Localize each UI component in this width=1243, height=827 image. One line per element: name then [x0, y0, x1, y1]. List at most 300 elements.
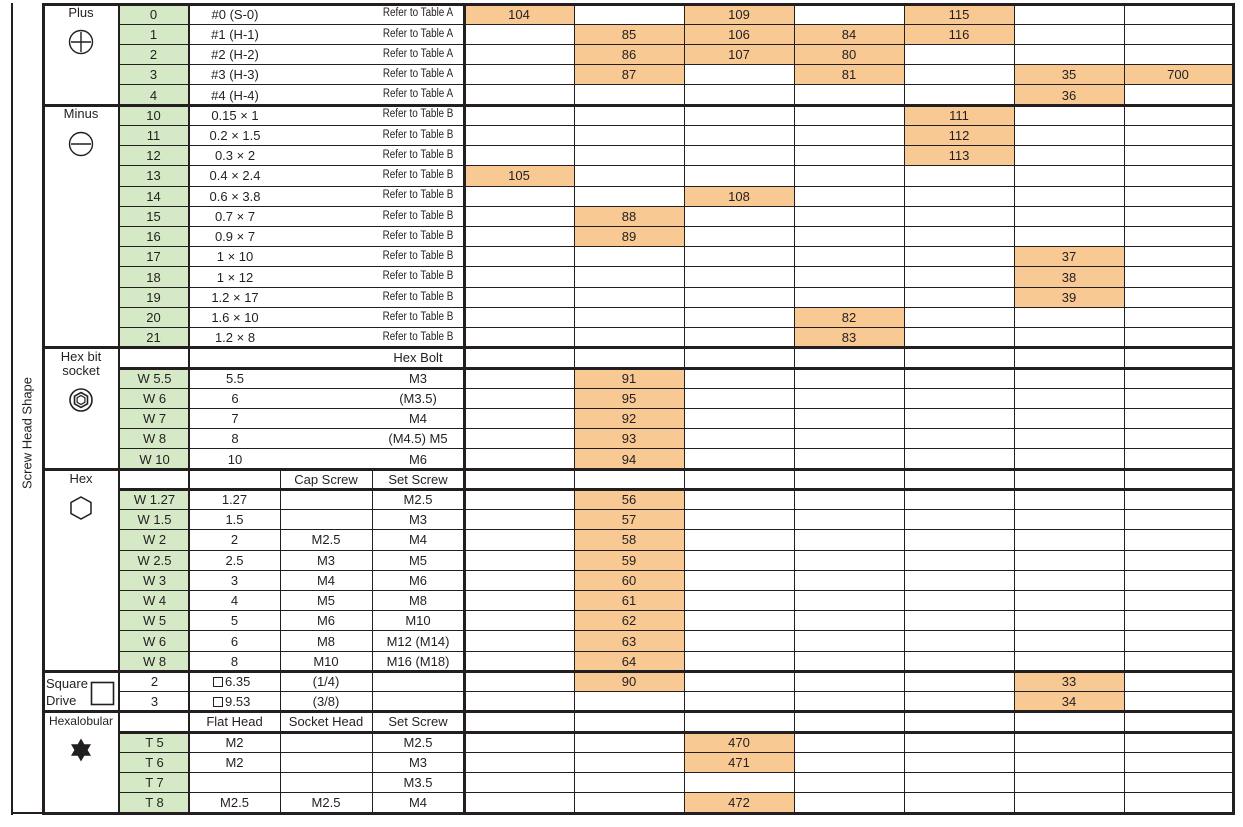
value-cell	[1014, 125, 1124, 145]
row-size: 0.4 × 2.4	[209, 168, 261, 184]
value-cell	[684, 267, 794, 287]
row-code: W 2	[120, 530, 189, 550]
value-cell	[1014, 368, 1124, 388]
value-cell	[464, 591, 574, 611]
row-code: 12	[118, 146, 189, 166]
value-cell	[1124, 247, 1232, 267]
row-size: Flat Head	[206, 714, 263, 730]
value-cell: 84	[794, 24, 904, 44]
value-cell: 62	[574, 611, 684, 631]
value-cell	[684, 226, 794, 246]
row-set-screw: M3	[408, 754, 428, 770]
value-cell	[574, 752, 684, 772]
row-cap-screw: M3	[316, 552, 336, 568]
value-cell	[1124, 368, 1232, 388]
reference-column-border	[463, 4, 466, 813]
row-size: 4	[230, 593, 239, 609]
row-cap-screw: M8	[316, 633, 336, 649]
row-size: M2	[225, 754, 244, 770]
value-cell	[794, 793, 904, 813]
value-cell	[464, 247, 574, 267]
value-cell	[1014, 591, 1124, 611]
row-line	[118, 428, 1232, 429]
value-cell	[464, 186, 574, 206]
row-code: 13	[118, 166, 189, 186]
value-cell	[1124, 388, 1232, 408]
value-cell: 36	[1014, 85, 1124, 105]
row-size: 8	[230, 653, 239, 669]
value-cell	[794, 651, 904, 671]
row-reference: Refer to Table A	[382, 68, 454, 81]
value-cell	[904, 186, 1014, 206]
row-cap-screw: (1/4)	[312, 674, 340, 690]
value-cell	[574, 186, 684, 206]
value-cell	[1124, 85, 1232, 105]
row-size: 2.5	[225, 552, 244, 568]
row-code: W 1.27	[120, 489, 189, 509]
value-cell	[1014, 489, 1124, 509]
value-cell	[684, 409, 794, 429]
value-cell	[684, 105, 794, 125]
value-cell: 93	[574, 429, 684, 449]
value-cell	[1014, 773, 1124, 793]
value-cell	[464, 530, 574, 550]
value-cell: 39	[1014, 287, 1124, 307]
value-cell: 104	[464, 4, 574, 24]
row-set-screw: M10	[405, 613, 431, 629]
value-cell	[904, 489, 1014, 509]
value-cell	[904, 692, 1014, 712]
value-cell	[464, 732, 574, 752]
value-cell	[1124, 530, 1232, 550]
row-set-screw: M4	[408, 532, 428, 548]
value-cell: 58	[574, 530, 684, 550]
value-cell	[1014, 328, 1124, 348]
phillips-cross-icon	[68, 29, 94, 60]
value-column-line	[574, 4, 575, 813]
row-cap-screw: Socket Head	[288, 714, 364, 730]
row-size: 0.9 × 7	[214, 229, 256, 245]
square-glyph-icon	[213, 697, 223, 707]
value-cell	[904, 287, 1014, 307]
value-cell	[464, 409, 574, 429]
value-cell	[1124, 489, 1232, 509]
row-size	[189, 773, 280, 793]
row-line	[118, 246, 1232, 247]
value-cell	[794, 146, 904, 166]
value-column-line	[684, 4, 685, 813]
row-code: W 7	[120, 409, 189, 429]
row-set-screw: Set Screw	[388, 714, 448, 730]
row-line	[118, 44, 1232, 45]
value-cell	[794, 206, 904, 226]
value-column-line	[1124, 4, 1125, 813]
value-cell	[574, 105, 684, 125]
row-line	[118, 388, 1232, 389]
row-size	[189, 692, 280, 712]
row-code: 17	[118, 247, 189, 267]
group-divider	[43, 710, 1234, 713]
value-cell	[1124, 226, 1232, 246]
row-line	[118, 772, 1232, 773]
row-code: 19	[118, 287, 189, 307]
row-line	[118, 226, 1232, 227]
row-size: M2.5	[220, 795, 249, 811]
row-code: 10	[118, 105, 189, 125]
row-code: 3	[150, 694, 159, 710]
value-cell: 472	[684, 793, 794, 813]
value-cell	[1124, 611, 1232, 631]
row-line	[118, 691, 1232, 692]
value-cell	[794, 773, 904, 793]
row-size: 0.15 × 1	[211, 107, 259, 123]
value-cell	[464, 368, 574, 388]
value-cell	[794, 489, 904, 509]
value-cell	[794, 449, 904, 469]
row-line	[118, 570, 1232, 571]
row-size: 6	[231, 390, 239, 406]
row-size: 0.6 × 3.8	[209, 188, 261, 204]
value-cell	[904, 732, 1014, 752]
row-size	[189, 469, 280, 489]
row-reference: Hex Bolt	[393, 350, 443, 366]
group-label-hexalobular: Hexalobular	[48, 714, 114, 728]
value-cell: 89	[574, 226, 684, 246]
value-cell: 81	[794, 65, 904, 85]
value-cell	[684, 388, 794, 408]
value-cell	[1014, 226, 1124, 246]
value-cell	[904, 44, 1014, 64]
value-cell	[904, 651, 1014, 671]
value-cell	[1014, 732, 1124, 752]
hex-socket-icon	[68, 387, 94, 418]
value-cell	[904, 793, 1014, 813]
row-code: W 1.5	[120, 510, 189, 530]
value-cell	[464, 226, 574, 246]
value-cell	[574, 773, 684, 793]
row-code: 3	[118, 65, 189, 85]
value-cell	[684, 510, 794, 530]
value-column-line	[904, 4, 905, 813]
value-cell: 94	[574, 449, 684, 469]
value-cell	[904, 85, 1014, 105]
row-set-screw: M8	[408, 593, 428, 609]
group-divider	[43, 104, 1234, 107]
value-cell: 60	[574, 570, 684, 590]
value-cell	[794, 570, 904, 590]
value-cell	[464, 206, 574, 226]
value-cell	[904, 368, 1014, 388]
row-reference: Refer to Table B	[382, 128, 454, 141]
cap-column-line	[280, 671, 281, 711]
six-point-star-icon	[68, 737, 94, 768]
row-set-screw: M6	[408, 572, 428, 588]
outer-border-left	[11, 3, 13, 815]
row-code: 1	[118, 24, 189, 44]
row-cap-screw: M10	[313, 653, 339, 669]
value-cell	[1124, 409, 1232, 429]
value-cell	[1124, 267, 1232, 287]
value-cell	[464, 429, 574, 449]
value-cell	[794, 166, 904, 186]
value-cell	[574, 146, 684, 166]
row-cap-screw	[280, 732, 372, 752]
value-cell	[794, 85, 904, 105]
row-reference: Refer to Table B	[382, 310, 454, 323]
value-cell	[684, 307, 794, 327]
value-cell: 113	[904, 146, 1014, 166]
value-cell	[684, 570, 794, 590]
value-cell	[464, 267, 574, 287]
row-size: 1.6 × 10	[211, 309, 259, 325]
value-cell	[684, 631, 794, 651]
value-cell	[1014, 44, 1124, 64]
code-column-border	[118, 4, 120, 813]
value-cell	[1124, 510, 1232, 530]
value-cell: 108	[684, 186, 794, 206]
value-cell	[794, 510, 904, 530]
value-cell	[904, 773, 1014, 793]
value-cell	[684, 125, 794, 145]
value-cell	[684, 591, 794, 611]
value-cell	[794, 267, 904, 287]
value-cell	[464, 307, 574, 327]
value-cell: 105	[464, 166, 574, 186]
row-line	[118, 408, 1232, 409]
value-cell	[904, 226, 1014, 246]
value-cell	[1124, 773, 1232, 793]
row-reference: M3	[408, 370, 428, 386]
value-cell	[1124, 793, 1232, 813]
hexagon-icon	[68, 495, 94, 526]
row-code: W 5.5	[120, 368, 189, 388]
section-header-line	[118, 488, 1234, 491]
row-size: 5.5	[225, 370, 245, 386]
row-line	[118, 307, 1232, 308]
row-size: 0.3 × 2	[214, 148, 256, 164]
value-cell	[794, 429, 904, 449]
value-cell	[464, 631, 574, 651]
row-code: 18	[118, 267, 189, 287]
group-divider	[43, 3, 1234, 6]
group-label-hex: Hex	[69, 471, 93, 486]
value-cell	[1124, 449, 1232, 469]
value-cell: 470	[684, 732, 794, 752]
value-cell	[464, 65, 574, 85]
row-line	[118, 84, 1232, 85]
slotted-minus-icon	[68, 131, 94, 162]
row-code: 11	[118, 125, 189, 145]
value-cell	[464, 125, 574, 145]
row-reference: M6	[408, 451, 428, 467]
row-code: 2	[150, 674, 159, 690]
value-cell	[1014, 388, 1124, 408]
value-cell: 33	[1014, 671, 1124, 691]
value-cell	[1014, 631, 1124, 651]
row-size: #3 (H-3)	[211, 67, 259, 83]
section-header-line	[118, 367, 1234, 370]
row-set-screw: M2.5	[403, 734, 433, 750]
value-cell	[794, 591, 904, 611]
value-cell	[1124, 651, 1232, 671]
row-size	[189, 348, 281, 368]
value-cell	[1014, 409, 1124, 429]
row-code: W 10	[120, 449, 189, 469]
cap-column-line	[280, 712, 281, 813]
row-line	[118, 125, 1232, 126]
value-cell	[1014, 307, 1124, 327]
row-reference: (M4.5) M5	[388, 431, 448, 447]
value-cell	[1014, 611, 1124, 631]
value-cell	[574, 4, 684, 24]
value-cell	[464, 287, 574, 307]
value-cell	[1124, 44, 1232, 64]
row-cap-screw: M4	[316, 572, 336, 588]
value-cell	[904, 166, 1014, 186]
value-cell	[1124, 591, 1232, 611]
value-cell	[684, 550, 794, 570]
value-cell: 82	[794, 307, 904, 327]
value-cell	[464, 44, 574, 64]
row-code: 4	[118, 85, 189, 105]
value-cell: 87	[574, 65, 684, 85]
row-cap-screw	[280, 489, 372, 509]
value-cell: 471	[684, 752, 794, 772]
row-set-screw: M3	[408, 512, 428, 528]
value-cell	[794, 186, 904, 206]
value-cell	[574, 125, 684, 145]
row-size: #4 (H-4)	[211, 87, 259, 103]
row-size: 0.2 × 1.5	[209, 127, 261, 143]
value-cell	[464, 449, 574, 469]
value-cell	[574, 267, 684, 287]
value-cell	[1124, 105, 1232, 125]
row-set-screw: M4	[408, 795, 428, 811]
value-cell: 112	[904, 125, 1014, 145]
value-cell	[684, 530, 794, 550]
value-cell: 116	[904, 24, 1014, 44]
row-size-value: 6.35	[225, 674, 251, 690]
value-cell: 95	[574, 388, 684, 408]
value-cell: 111	[904, 105, 1014, 125]
row-size: 1.2 × 8	[214, 330, 256, 346]
outer-border-bottom	[11, 812, 43, 814]
value-cell: 115	[904, 4, 1014, 24]
value-cell	[1124, 287, 1232, 307]
row-reference: Refer to Table B	[382, 229, 454, 242]
value-cell: 107	[684, 44, 794, 64]
row-code: W 6	[120, 631, 189, 651]
value-cell	[464, 510, 574, 530]
row-reference: Refer to Table B	[382, 290, 454, 303]
value-cell	[464, 550, 574, 570]
row-cap-screw	[280, 510, 372, 530]
value-cell	[464, 489, 574, 509]
value-cell	[464, 793, 574, 813]
row-size: 1.2 × 17	[211, 289, 259, 305]
row-reference: Refer to Table B	[382, 250, 454, 263]
value-cell	[1124, 24, 1232, 44]
row-size: 8	[231, 431, 239, 447]
row-code: T 8	[120, 793, 189, 813]
row-size: 7	[231, 411, 239, 427]
value-cell	[1124, 328, 1232, 348]
row-reference: (M3.5)	[399, 390, 437, 406]
value-cell	[794, 631, 904, 651]
row-code: 20	[118, 307, 189, 327]
value-cell	[1124, 146, 1232, 166]
row-reference: Refer to Table B	[382, 189, 454, 202]
row-reference: Refer to Table B	[382, 209, 454, 222]
value-cell	[904, 611, 1014, 631]
row-set-screw: M2.5	[403, 492, 433, 507]
value-cell	[464, 85, 574, 105]
row-cap-screw: M6	[316, 613, 336, 629]
value-cell	[1124, 307, 1232, 327]
value-cell: 56	[574, 489, 684, 509]
value-cell	[794, 125, 904, 145]
row-set-screw: M3.5	[403, 775, 433, 791]
value-cell: 59	[574, 550, 684, 570]
value-cell	[684, 773, 794, 793]
value-cell	[1014, 530, 1124, 550]
value-cell	[684, 368, 794, 388]
value-cell	[794, 692, 904, 712]
row-size: #0 (S-0)	[211, 6, 259, 22]
row-line	[118, 448, 1232, 449]
row-code: T 7	[120, 773, 189, 793]
value-cell: 92	[574, 409, 684, 429]
value-cell: 86	[574, 44, 684, 64]
value-cell	[1124, 752, 1232, 772]
value-cell	[1124, 125, 1232, 145]
row-reference: Refer to Table B	[382, 270, 454, 283]
row-line	[118, 752, 1232, 753]
row-line	[118, 165, 1232, 166]
value-cell	[684, 85, 794, 105]
row-reference: Refer to Table B	[382, 148, 454, 161]
value-cell	[1124, 570, 1232, 590]
value-cell	[904, 307, 1014, 327]
row-set-screw: M16 (M18)	[386, 653, 450, 669]
row-cap-screw: Cap Screw	[294, 471, 358, 487]
row-size: 2	[230, 532, 239, 548]
row-code: W 6	[120, 388, 189, 408]
value-cell	[904, 570, 1014, 590]
value-cell: 700	[1124, 65, 1232, 85]
value-cell	[574, 247, 684, 267]
row-reference: Refer to Table B	[382, 330, 454, 343]
group-label-minus: Minus	[63, 106, 99, 121]
value-cell	[464, 570, 574, 590]
value-cell: 34	[1014, 692, 1124, 712]
cap-column-line	[280, 469, 281, 671]
value-cell	[574, 166, 684, 186]
value-cell	[1124, 206, 1232, 226]
row-code: T 5	[120, 732, 189, 752]
value-cell: 91	[574, 368, 684, 388]
row-line	[118, 287, 1232, 288]
row-size-value: 9.53	[225, 694, 251, 710]
value-cell	[1014, 651, 1124, 671]
value-cell	[1124, 4, 1232, 24]
value-cell	[684, 489, 794, 509]
value-cell	[1014, 449, 1124, 469]
value-cell	[904, 65, 1014, 85]
value-cell	[464, 24, 574, 44]
row-code: W 3	[120, 570, 189, 590]
value-cell	[1014, 510, 1124, 530]
